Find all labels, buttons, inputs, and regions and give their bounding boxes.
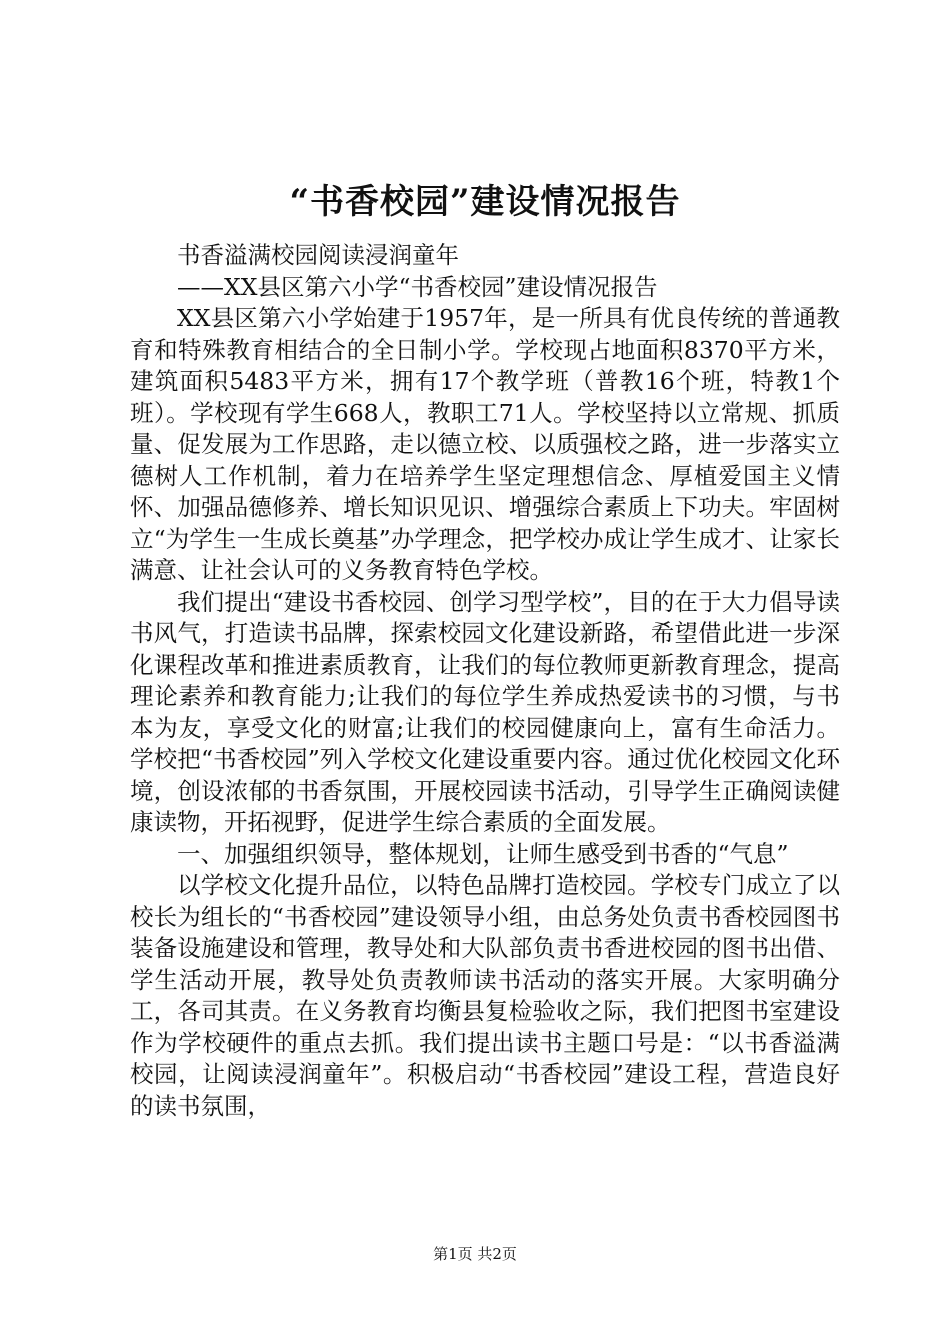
document-body [130,240,840,1122]
paragraph-purpose: 我们提出“建设书香校园、创学习型学校”，目的在于大力倡导读书风气，打造读书品牌，探索校园文化建设新路，希望借此进一步深化课程改革和推进素质教育，让我们的每位教师更新教育理念，提高理论素养和教育能力;让我们的每位学生养成热爱读书的习惯，与书本为友，享受文化的财富;让我们的校园健康向上，富有生命活力。学校把“书香校园”列入学校文化建设重要内容。通过优化校园文化环境，创设浓郁的书香氛围，开展校园读书活动，引导学生正确阅读健康读物，开拓视野，促进学生综合素质的全面发展。 [130,587,840,836]
subtitle-line: 书香溢满校园阅读浸润童年 [177,241,459,269]
paragraph-school-intro: XX县区第六小学始建于1957年，是一所具有优良传统的普通教育和特殊教育相结合的全日制小学。学校现占地面积8370平方米，建筑面积5483平方米，拥有17个教学班（普教16个班，特教1个班）。学校现有学生668人，教职工71人。学校坚持以立常规、抓质量、促发展为工作思路，走以德立校、以质强校之路，进一步落实立德树人工作机制，着力在培养学生坚定理想信念、厚植爱国主义情怀、加强品德修养、增长知识见识、增强综合素质上下功夫。牢固树立“为学生一生成长奠基”办学理念，把学校办成让学生成才、让家长满意、让社会认可的义务教育特色学校。 [130,304,840,584]
page-footer: 第1页 共2页 [433,1245,517,1263]
paragraph-organization: 以学校文化提升品位，以特色品牌打造校园。学校专门成立了以校长为组长的“书香校园”建设领导小组，由总务处负责书香校园图书装备设施建设和管理，教导处和大队部负责书香进校园的图书出借、学生活动开展，教导处负责教师读书活动的落实开展。大家明确分工，各司其责。在义务教育均衡县复检验收之际，我们把图书室建设作为学校硬件的重点去抓。我们提出读书主题口号是：“以书香溢满校园，让阅读浸润童年”。积极启动“书香校园”建设工程，营造良好的读书氛围， [130,871,840,1120]
section-heading-1: 一、加强组织领导，整体规划，让师生感受到书香的“气息” [177,839,789,868]
document-title: “书香校园”建设情况报告 [289,182,681,222]
subtitle-source-line: ——XX县区第六小学“书香校园”建设情况报告 [177,272,658,301]
